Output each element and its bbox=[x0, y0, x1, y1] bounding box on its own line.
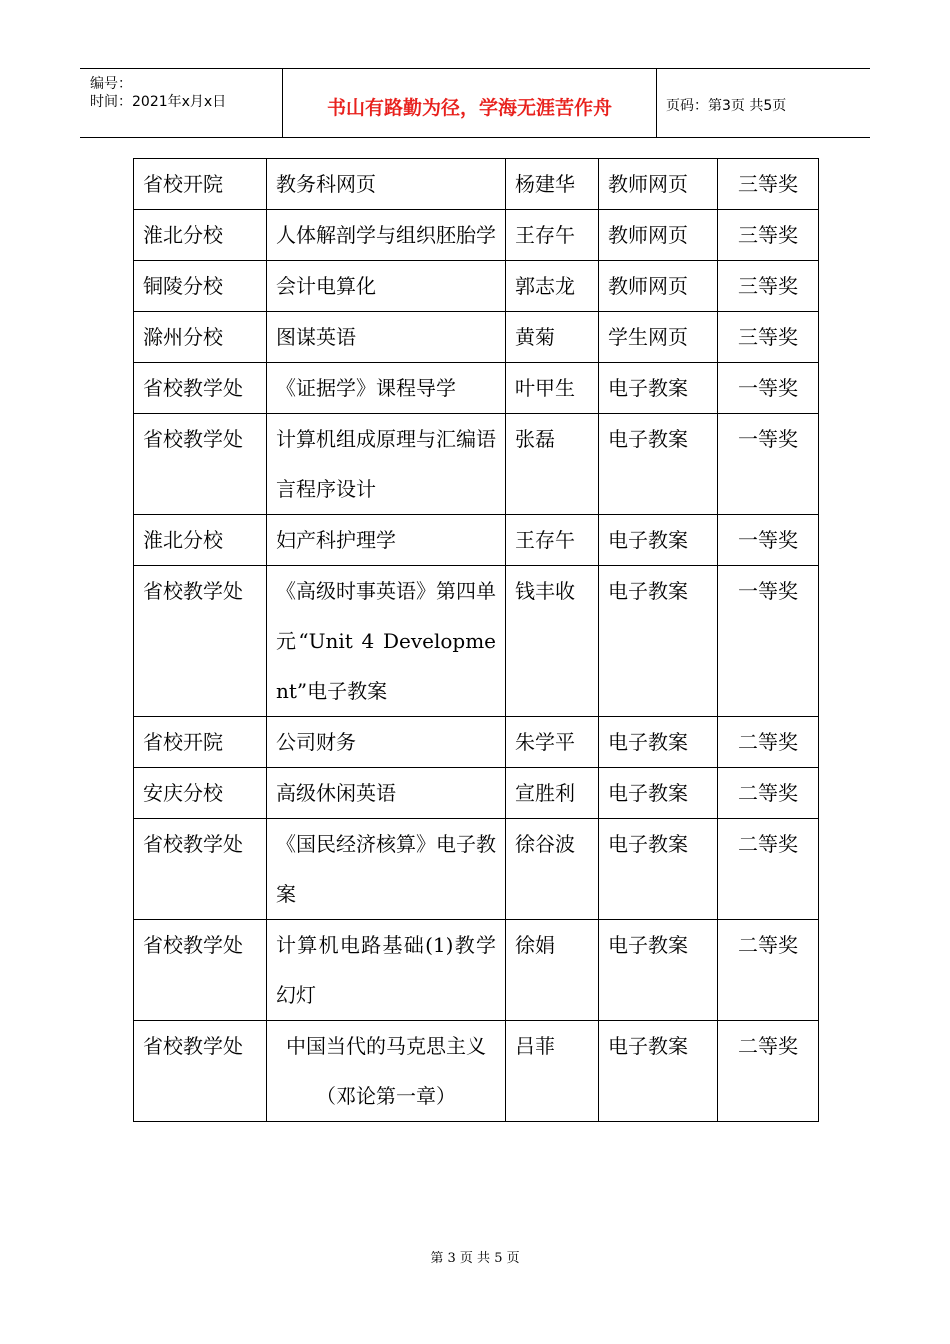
author-cell: 吕菲 bbox=[506, 1021, 599, 1122]
unit-cell: 省校教学处 bbox=[134, 819, 267, 920]
unit-cell: 淮北分校 bbox=[134, 210, 267, 261]
category-cell: 电子教案 bbox=[599, 717, 718, 768]
author-cell: 徐娟 bbox=[506, 920, 599, 1021]
author-cell: 王存午 bbox=[506, 210, 599, 261]
course-cell: 人体解剖学与组织胚胎学 bbox=[267, 210, 506, 261]
author-cell: 杨建华 bbox=[506, 159, 599, 210]
unit-cell: 省校教学处 bbox=[134, 920, 267, 1021]
course-cell: 《国民经济核算》电子教案 bbox=[267, 819, 506, 920]
table-row bbox=[134, 515, 819, 566]
category-cell: 电子教案 bbox=[599, 920, 718, 1021]
course-cell: 公司财务 bbox=[267, 717, 506, 768]
document-header bbox=[80, 68, 870, 138]
unit-cell: 淮北分校 bbox=[134, 515, 267, 566]
course-cell: 计算机组成原理与汇编语言程序设计 bbox=[267, 414, 506, 515]
unit-cell: 铜陵分校 bbox=[134, 261, 267, 312]
table-row bbox=[134, 566, 819, 717]
category-cell: 电子教案 bbox=[599, 1021, 718, 1122]
award-cell: 二等奖 bbox=[718, 717, 819, 768]
awards-table bbox=[133, 158, 819, 1122]
category-cell: 教师网页 bbox=[599, 210, 718, 261]
category-cell: 电子教案 bbox=[599, 414, 718, 515]
category-cell: 电子教案 bbox=[599, 515, 718, 566]
unit-cell: 省校教学处 bbox=[134, 1021, 267, 1122]
page-footer: 第 3 页 共 5 页 bbox=[430, 1251, 520, 1266]
author-cell: 宣胜利 bbox=[506, 768, 599, 819]
header-page-cell bbox=[656, 69, 870, 137]
table-row bbox=[134, 363, 819, 414]
award-cell: 二等奖 bbox=[718, 1021, 819, 1122]
award-cell: 一等奖 bbox=[718, 515, 819, 566]
unit-cell: 安庆分校 bbox=[134, 768, 267, 819]
author-cell: 王存午 bbox=[506, 515, 599, 566]
course-cell: 教务科网页 bbox=[267, 159, 506, 210]
author-cell: 叶甲生 bbox=[506, 363, 599, 414]
header-page-info: 页码：第3页 共5页 bbox=[666, 98, 787, 114]
award-cell: 一等奖 bbox=[718, 414, 819, 515]
unit-cell: 滁州分校 bbox=[134, 312, 267, 363]
document-date: 时间：2021年x月x日 bbox=[90, 94, 227, 110]
course-cell: 中国当代的马克思主义（邓论第一章） bbox=[267, 1021, 506, 1122]
course-cell: 会计电算化 bbox=[267, 261, 506, 312]
course-cell: 《证据学》课程导学 bbox=[267, 363, 506, 414]
unit-cell: 省校教学处 bbox=[134, 566, 267, 717]
author-cell: 徐谷波 bbox=[506, 819, 599, 920]
header-motto-cell bbox=[282, 69, 657, 137]
table-row bbox=[134, 717, 819, 768]
header-meta bbox=[80, 69, 282, 137]
table-row bbox=[134, 1021, 819, 1122]
table-row bbox=[134, 312, 819, 363]
table-row bbox=[134, 920, 819, 1021]
author-cell: 郭志龙 bbox=[506, 261, 599, 312]
award-cell: 二等奖 bbox=[718, 768, 819, 819]
unit-cell: 省校教学处 bbox=[134, 414, 267, 515]
author-cell: 张磊 bbox=[506, 414, 599, 515]
category-cell: 教师网页 bbox=[599, 261, 718, 312]
category-cell: 电子教案 bbox=[599, 566, 718, 717]
award-cell: 三等奖 bbox=[718, 312, 819, 363]
course-cell: 妇产科护理学 bbox=[267, 515, 506, 566]
award-cell: 三等奖 bbox=[718, 210, 819, 261]
unit-cell: 省校教学处 bbox=[134, 363, 267, 414]
author-cell: 钱丰收 bbox=[506, 566, 599, 717]
course-cell: 《高级时事英语》第四单元“Unit 4 Development”电子教案 bbox=[267, 566, 506, 717]
course-cell: 计算机电路基础(1)教学幻灯 bbox=[267, 920, 506, 1021]
header-motto: 书山有路勤为径，学海无涯苦作舟 bbox=[326, 97, 612, 119]
table-row bbox=[134, 159, 819, 210]
table-row bbox=[134, 768, 819, 819]
award-cell: 二等奖 bbox=[718, 920, 819, 1021]
category-cell: 电子教案 bbox=[599, 363, 718, 414]
course-cell: 图谋英语 bbox=[267, 312, 506, 363]
document-number: 编号： bbox=[90, 76, 132, 92]
award-cell: 三等奖 bbox=[718, 261, 819, 312]
unit-cell: 省校开院 bbox=[134, 159, 267, 210]
table-row bbox=[134, 414, 819, 515]
course-cell: 高级休闲英语 bbox=[267, 768, 506, 819]
table-row bbox=[134, 210, 819, 261]
author-cell: 朱学平 bbox=[506, 717, 599, 768]
author-cell: 黄菊 bbox=[506, 312, 599, 363]
award-cell: 三等奖 bbox=[718, 159, 819, 210]
award-cell: 一等奖 bbox=[718, 363, 819, 414]
category-cell: 教师网页 bbox=[599, 159, 718, 210]
awards-table-body bbox=[134, 159, 819, 1122]
category-cell: 学生网页 bbox=[599, 312, 718, 363]
category-cell: 电子教案 bbox=[599, 768, 718, 819]
award-cell: 一等奖 bbox=[718, 566, 819, 717]
award-cell: 二等奖 bbox=[718, 819, 819, 920]
unit-cell: 省校开院 bbox=[134, 717, 267, 768]
table-row bbox=[134, 819, 819, 920]
category-cell: 电子教案 bbox=[599, 819, 718, 920]
table-row bbox=[134, 261, 819, 312]
